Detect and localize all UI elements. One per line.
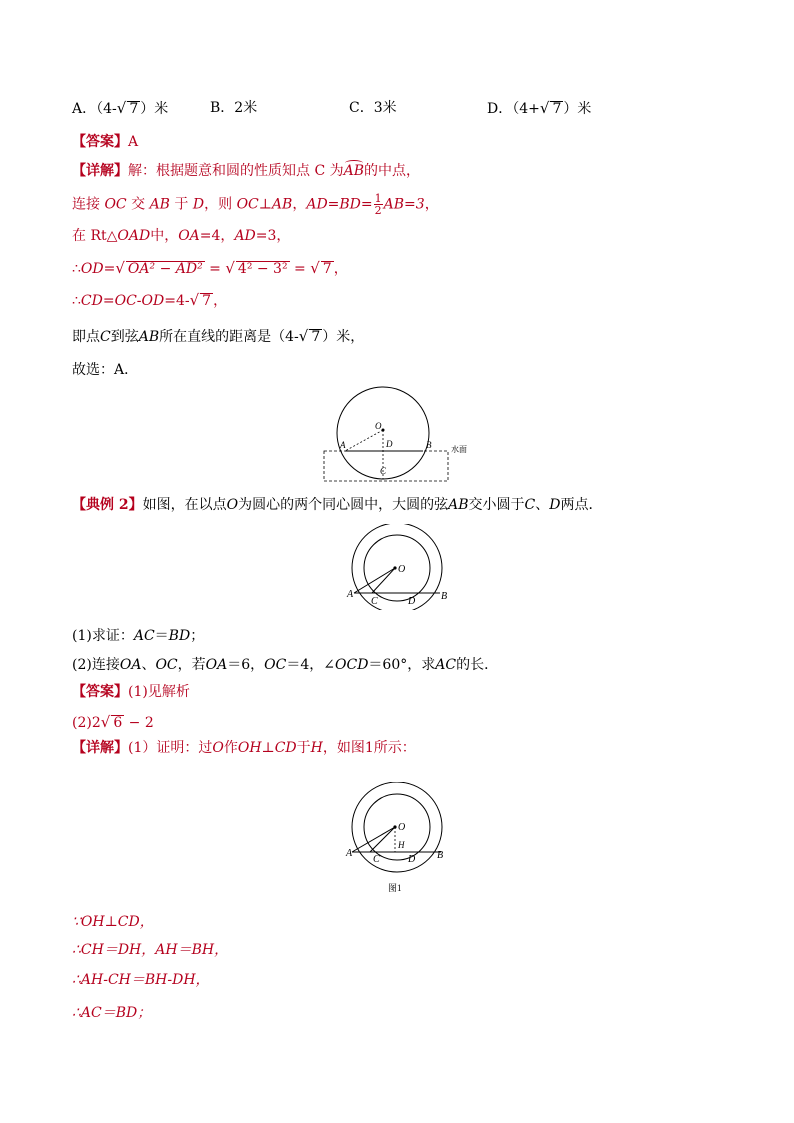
answer-tag: 【答案】 [72, 684, 128, 700]
radical-sign: √ [115, 259, 125, 277]
text: 在 Rt△ [72, 228, 118, 244]
label-d: D [408, 596, 416, 607]
text: ， [333, 261, 348, 277]
q2-detail-line-1 [72, 738, 416, 758]
example-tag: 【典例 2】 [72, 497, 143, 513]
large-circle [352, 782, 442, 872]
text: ∴ [72, 293, 81, 309]
q1-detail-line-5 [72, 290, 227, 311]
answer-value: A [128, 134, 139, 150]
option-d [487, 98, 591, 119]
option-d-suffix: ）米 [563, 101, 592, 117]
proof-line-1: ∵OH⊥CD， [72, 914, 154, 930]
text: OC [155, 657, 178, 673]
text: AC [435, 657, 457, 673]
text: OA [119, 657, 142, 673]
text: 7 [311, 329, 321, 345]
text: OC [104, 196, 127, 213]
label-h: H [398, 840, 405, 850]
radical-sign: √ [310, 259, 320, 277]
text: 为圆心的两个同心圆中，大圆的弦 [238, 497, 449, 513]
center-point [382, 429, 385, 432]
proof-line-4: ∴AC＝BD； [72, 1005, 152, 1021]
text: ，如图1所示： [322, 740, 416, 756]
text: 的长． [456, 657, 499, 673]
radical-sign: √ [189, 291, 200, 309]
q1-detail-line-4 [72, 258, 348, 279]
option-a [72, 98, 168, 119]
label-d: D [408, 854, 416, 865]
option-b: B．2米 [210, 100, 258, 116]
text: AC [133, 628, 155, 644]
text: (1）证明：过 [128, 740, 213, 756]
text: OA² − AD² [127, 261, 203, 277]
text: 、 [141, 657, 156, 673]
q1-detail-line-2 [72, 193, 439, 216]
proof-line-3: ∴AH-CH＝BH-DH， [72, 972, 210, 988]
label-o: O [375, 421, 382, 431]
text: = [289, 261, 311, 277]
text: H [310, 740, 323, 756]
text: AB [149, 196, 170, 213]
text: 2 [374, 204, 382, 217]
water-circle-figure [320, 386, 480, 486]
small-circle [364, 794, 430, 860]
text: 解：根据题意和圆的性质知点 C 为 [128, 163, 344, 179]
radical-sign: √ [116, 99, 127, 117]
q2-answer-line-2 [72, 712, 154, 733]
text: ， [213, 293, 228, 309]
text: 两点． [560, 497, 603, 513]
text: 如图，在以点 [142, 497, 227, 513]
label-c: C [371, 596, 378, 607]
label-c: C [373, 854, 380, 865]
q1-detail-line-6 [72, 326, 364, 347]
text: (2)2 [72, 715, 101, 731]
segment-oa [354, 568, 395, 593]
text: OD [80, 261, 104, 277]
text: 7 [202, 293, 212, 309]
text: AB [448, 497, 469, 513]
large-circle [352, 524, 442, 610]
radical-sign: √ [539, 99, 550, 117]
center-point [393, 825, 396, 828]
proof-line-2: ∴CH＝DH，AH＝BH， [72, 942, 229, 958]
text: ，若 [177, 657, 206, 673]
segment-oa [345, 430, 383, 451]
text: =4- [164, 293, 190, 309]
radical-sign: √ [100, 713, 111, 731]
text: C [524, 497, 536, 513]
text: AD=BD= [306, 196, 373, 213]
text: ，则 [204, 196, 233, 213]
text: ＝ [154, 628, 169, 644]
text: (2)连接 [72, 657, 120, 673]
label-b: B [441, 591, 448, 602]
text: (1)求证： [72, 628, 134, 644]
text: = [103, 261, 116, 277]
text: 到弦 [110, 329, 139, 345]
detail-tag: 【详解】 [72, 163, 128, 179]
center-point [393, 566, 396, 569]
text: BD [168, 628, 191, 644]
text: OH⊥CD [237, 740, 297, 756]
text: 7 [322, 261, 332, 277]
text: =3， [255, 228, 291, 244]
text: 于 [296, 740, 311, 756]
text: ＝60°，求 [368, 657, 436, 673]
text: =4， [199, 228, 235, 244]
text: 所在直线的距离是（4- [159, 329, 299, 345]
option-d-radicand: 7 [552, 101, 562, 117]
concentric-circles-figure [340, 524, 450, 610]
option-a-suffix: ）米 [140, 101, 169, 117]
text: OC⊥AB [236, 196, 293, 213]
q2-answer-line-1 [72, 682, 190, 702]
text: 作 [223, 740, 238, 756]
label-o: O [398, 564, 406, 575]
q1-detail-line-7: 故选：A． [72, 362, 139, 378]
option-d-prefix: D．（4+ [487, 101, 540, 117]
label-d: D [386, 439, 393, 449]
label-o: O [398, 822, 406, 833]
text: − 2 [124, 715, 154, 731]
text: D [549, 497, 561, 513]
q1-answer-line [72, 132, 138, 152]
label-b: B [426, 440, 432, 450]
text: 、 [535, 497, 550, 513]
text: 6 [113, 715, 123, 731]
answer-tag: 【答案】 [72, 134, 128, 150]
text: 1 [374, 192, 382, 205]
option-a-prefix: A．（4- [72, 101, 117, 117]
text: ； [190, 628, 205, 644]
label-b: B [437, 850, 444, 861]
text: D [192, 196, 205, 213]
detail-tag: 【详解】 [72, 740, 128, 756]
fraction-half [374, 193, 383, 216]
text: 交 [131, 196, 146, 213]
radical-sign: √ [298, 327, 309, 345]
text: OAD [117, 228, 151, 244]
text: O [226, 497, 239, 513]
q1-detail-line-3 [72, 226, 290, 246]
q2-intro-line [72, 495, 602, 515]
text: CD=OC-OD [80, 293, 165, 309]
text: C [100, 329, 111, 345]
figure-1 [340, 782, 450, 900]
text: AD [234, 228, 256, 244]
option-a-radicand: 7 [129, 101, 139, 117]
arc-ab: AB [343, 163, 365, 179]
text: OA [178, 228, 200, 244]
text: ∴ [72, 261, 81, 277]
text: 于 [174, 196, 189, 213]
q1-detail-line-1 [72, 161, 420, 181]
text: 4² − 3² [237, 261, 288, 277]
label-a: A [346, 848, 353, 859]
text: AB [138, 329, 160, 345]
text: AB=3 [383, 196, 425, 213]
q2-part-2 [72, 655, 498, 675]
text: O [212, 740, 224, 756]
figure-caption: 图1 [388, 883, 402, 893]
option-c: C．3米 [349, 100, 397, 116]
text: OC [264, 657, 287, 673]
text: ， [292, 196, 307, 213]
text: OA [205, 657, 228, 673]
text: OCD [335, 657, 369, 673]
text: 交小圆于 [468, 497, 525, 513]
text: ＝4，∠ [286, 657, 335, 673]
text: 即点 [72, 329, 100, 345]
text: ＝6， [227, 657, 265, 673]
text: ， [424, 196, 439, 213]
label-c: C [380, 466, 387, 476]
label-a: A [340, 440, 346, 450]
label-water: 水面 [451, 445, 467, 454]
text: 的中点， [364, 163, 421, 179]
q2-part-1 [72, 626, 204, 646]
text: ）米， [322, 329, 365, 345]
text: (1)见解析 [128, 684, 190, 700]
text: 连接 [72, 196, 100, 213]
text: 中， [150, 228, 179, 244]
label-a: A [347, 589, 354, 600]
radical-sign: √ [225, 259, 235, 277]
text: = [204, 261, 226, 277]
